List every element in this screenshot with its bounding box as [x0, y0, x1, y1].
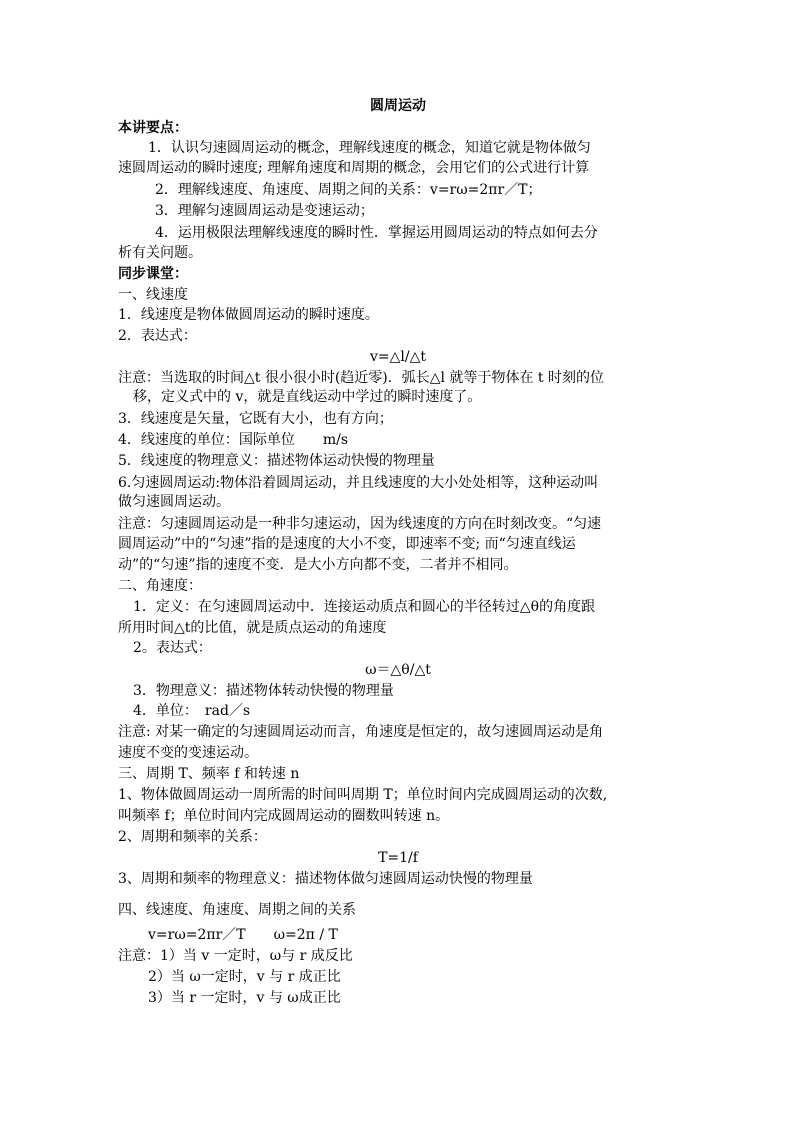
section-1-heading: 一、线速度 — [118, 287, 188, 303]
s1-note-1: 注意：当选取的时间△t 很小很小时(趋近零)．弧长△l 就等于物体在 t 时刻的位 — [118, 370, 604, 386]
s1-formula: v=△l/△t — [370, 349, 426, 365]
s1-p2: 2．表达式： — [118, 328, 197, 344]
s1-note-3a: 注意：匀速圆周运动是一种非匀速运动，因为线速度的方向在时刻改变。“匀速 — [118, 516, 602, 532]
s1-note-3b: 圆周运动”中的“匀速”指的是速度的大小不变，即速率不变; 而“匀速直线运 — [118, 536, 576, 552]
s3-p1a: 1、物体做圆周运动一周所需的时间叫周期 T；单位时间内完成圆周运动的次数, — [118, 787, 608, 803]
s2-p3: 3．物理意义：描述物体转动快慢的物理量 — [133, 683, 394, 699]
key-point-1b: 速圆周运动的瞬时速度; 理解角速度和周期的概念，会用它们的公式进行计算 — [118, 160, 590, 176]
s2-p1a: 1．定义：在匀速圆周运动中．连接运动质点和圆心的半径转过△θ的角度跟 — [133, 599, 596, 615]
s1-p4: 4．线速度的单位：国际单位 m/s — [118, 432, 349, 448]
s2-p1b: 所用时间△t的比值，就是质点运动的角速度 — [118, 620, 387, 636]
sync-heading: 同步课堂： — [118, 266, 188, 282]
s2-note-a: 注意: 对某一确定的匀速圆周运动而言，角速度是恒定的，故匀速圆周运动是角 — [118, 724, 604, 740]
section-4-heading: 四、线速度、角速度、周期之间的关系 — [118, 902, 356, 918]
s3-p2: 2、周期和频率的关系： — [118, 829, 267, 845]
s3-p3: 3、周期和频率的物理意义：描述物体做匀速圆周运动快慢的物理量 — [118, 871, 533, 887]
s1-p1: 1．线速度是物体做圆周运动的瞬时速度。 — [118, 307, 379, 323]
page-title: 圆周运动 — [370, 98, 426, 114]
s1-note-3c: 动”的“匀速”指的速度不变．是大小方向都不变，二者并不相同。 — [118, 557, 518, 573]
s4-note-2: 2）当 ω一定时，v 与 r 成正比 — [148, 969, 341, 985]
s2-formula: ω＝△θ/△t — [365, 662, 431, 678]
s1-p3: 3．线速度是矢量，它既有大小，也有方向； — [118, 411, 393, 427]
s2-p2: 2。表达式： — [133, 640, 212, 656]
s1-note-2: 移，定义式中的 v，就是直线运动中学过的瞬时速度了。 — [133, 389, 482, 405]
s3-formula: T=1/f — [378, 850, 418, 866]
s3-p1b: 叫频率 f；单位时间内完成圆周运动的圈数叫转速 n。 — [118, 808, 450, 824]
s4-note-3: 3）当 r 一定时，v 与 ω成正比 — [148, 990, 341, 1006]
section-3-heading: 三、周期 T、频率 f 和转速 n — [118, 766, 300, 782]
key-point-1a: 1．认识匀速圆周运动的概念，理解线速度的概念，知道它就是物体做匀 — [148, 140, 591, 156]
key-point-3: 3．理解匀速圆周运动是变速运动； — [155, 203, 374, 219]
s1-p5: 5．线速度的物理意义：描述物体运动快慢的物理量 — [118, 453, 435, 469]
section-2-heading: 二、角速度： — [118, 578, 202, 594]
key-point-2: 2．理解线速度、角速度、周期之间的关系：v=rω=2πr／T； — [155, 182, 542, 198]
key-point-4b: 析有关问题。 — [118, 245, 202, 261]
s2-p4: 4．单位： rad／s — [133, 703, 251, 719]
key-point-4a: 4．运用极限法理解线速度的瞬时性．掌握运用圆周运动的特点如何去分 — [155, 225, 598, 241]
key-points-heading: 本讲要点： — [118, 120, 188, 136]
s2-note-b: 速度不变的变速运动。 — [118, 745, 258, 761]
s4-note-1: 注意：1）当 v 一定时，ω与 r 成反比 — [118, 948, 353, 964]
s1-p6b: 做匀速圆周运动。 — [118, 494, 230, 510]
s1-p6a: 6.匀速圆周运动:物体沿着圆周运动，并且线速度的大小处处相等，这种运动叫 — [118, 475, 599, 491]
s4-formula: v=rω=2πr／T ω=2π / T — [148, 927, 338, 943]
